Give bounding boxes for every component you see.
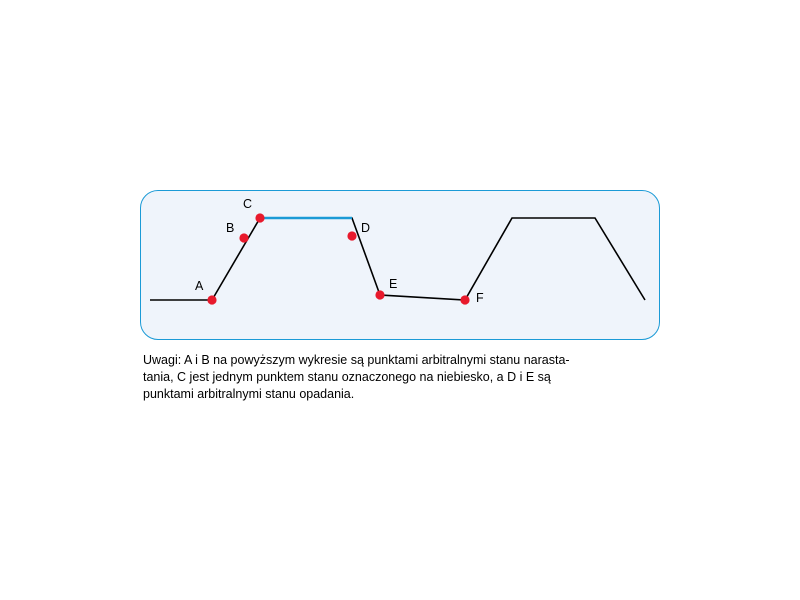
waveform-label-d: D	[361, 221, 371, 235]
waveform-svg	[140, 190, 660, 340]
waveform-label-f: F	[476, 291, 484, 305]
waveform-point-d	[347, 231, 356, 240]
waveform-point-f	[460, 295, 469, 304]
waveform-figure	[140, 190, 660, 340]
waveform-point-e	[375, 290, 384, 299]
caption-line-1: Uwagi: A i B na powyższym wykresie są punktami arbitralnymi stanu narasta-	[143, 353, 570, 367]
waveform-path	[150, 218, 645, 300]
waveform-label-b: B	[226, 221, 235, 235]
figure-caption	[143, 352, 683, 403]
waveform-point-markers	[207, 213, 469, 304]
waveform-point-b	[239, 233, 248, 242]
waveform-point-c	[255, 213, 264, 222]
waveform-point-a	[207, 295, 216, 304]
waveform-label-e: E	[389, 277, 398, 291]
waveform-label-a: A	[195, 279, 204, 293]
waveform-point-labels	[195, 197, 484, 305]
caption-line-2: tania, C jest jednym punktem stanu oznaczonego na niebiesko, a D i E są	[143, 370, 551, 384]
waveform-label-c: C	[243, 197, 253, 211]
caption-line-3: punktami arbitralnymi stanu opadania.	[143, 387, 355, 401]
